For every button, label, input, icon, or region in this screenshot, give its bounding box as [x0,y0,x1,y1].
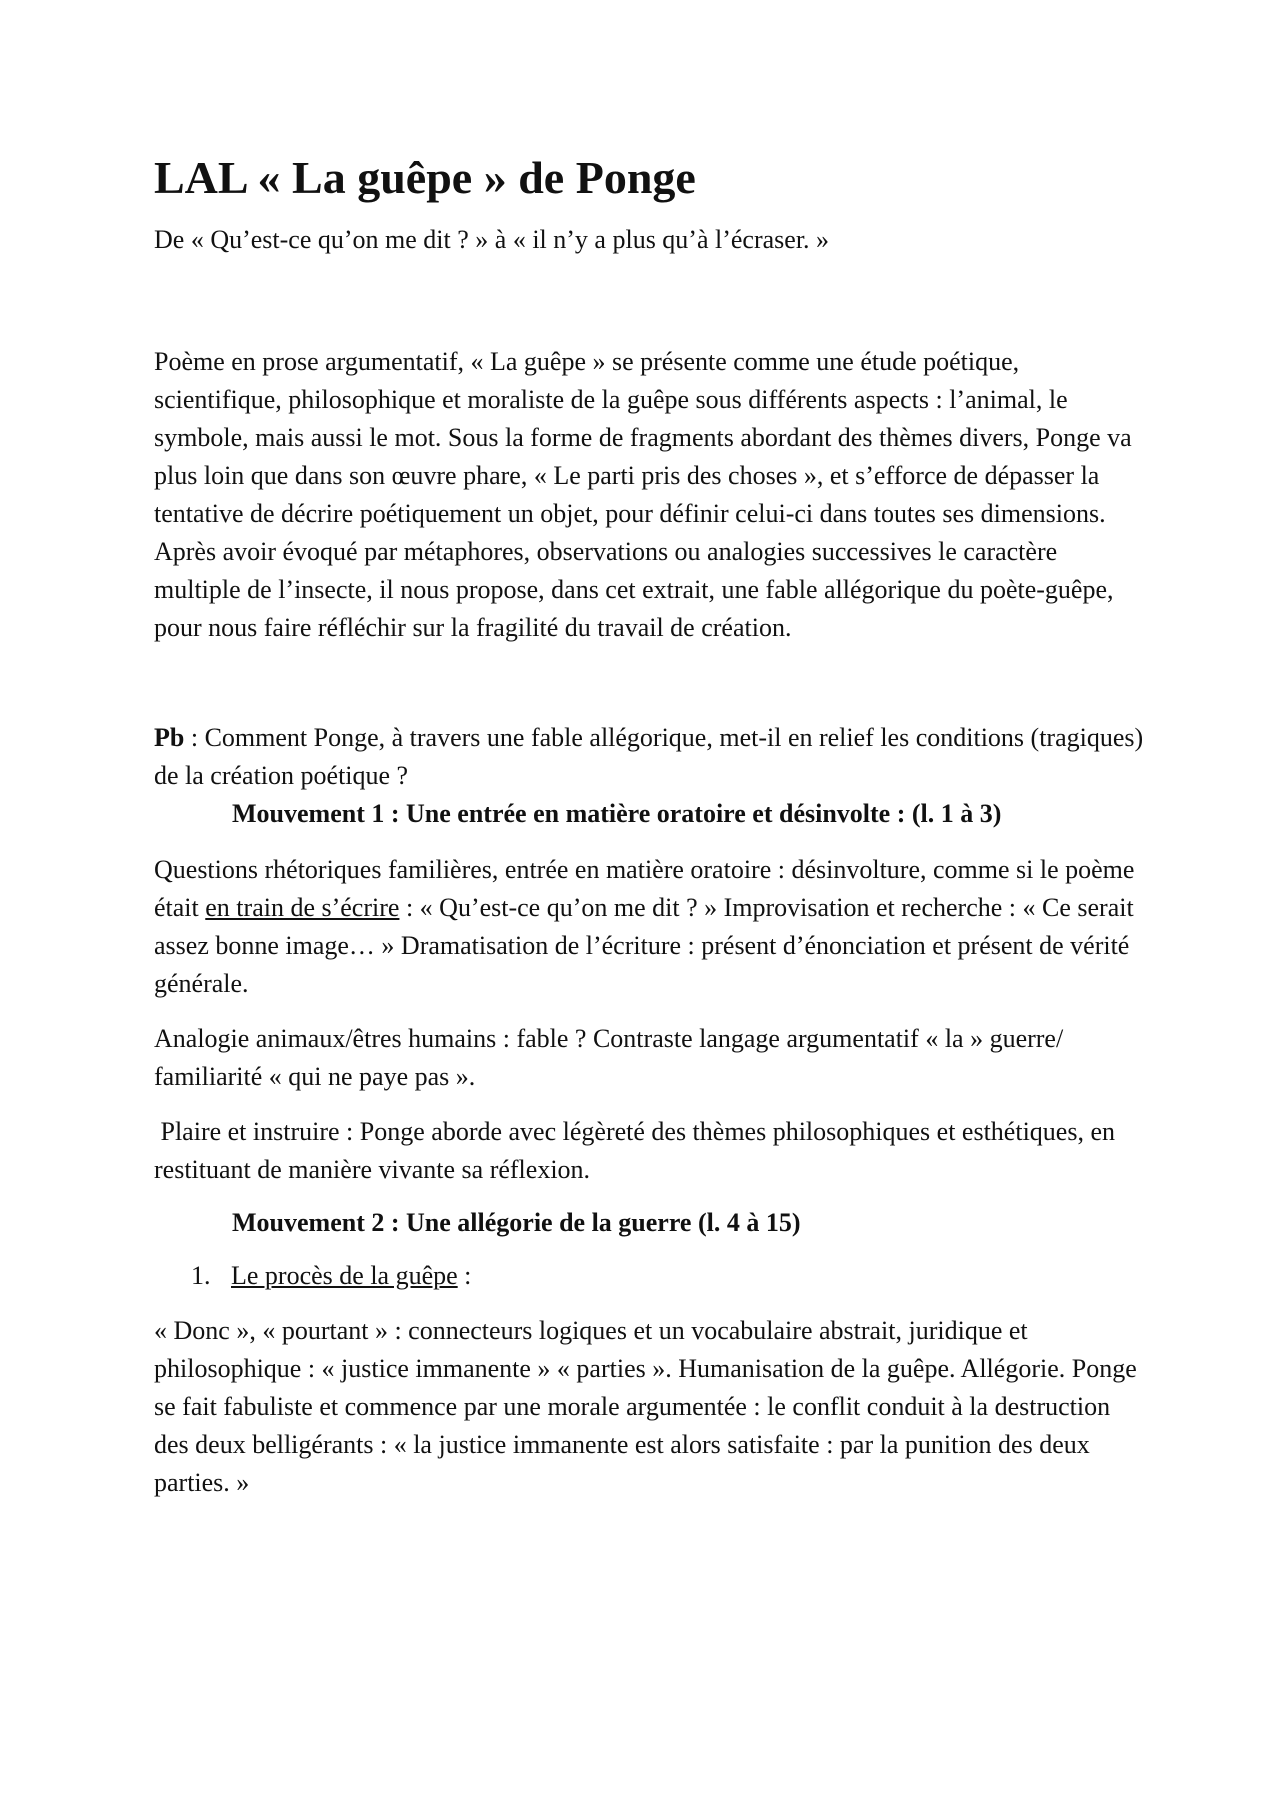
document-subtitle: De « Qu’est-ce qu’on me dit ? » à « il n’y a plus qu’à l’écraser. » [154,225,830,255]
movement2-heading: Mouvement 2 : Une allégorie de la guerre (l. 4 à 15) [232,1207,801,1237]
problem-text: : Comment Ponge, à travers une fable allégorique, met-il en relief les conditions (tragiques) de la création poétique ? [154,722,1144,790]
movement1-p1-before: Questions rhétoriques familières, entrée en matière oratoire : désinvolture, comme si le poème était [154,854,1135,922]
movement1-paragraph-1 [154,851,1144,1003]
list-item-suffix: : [457,1260,472,1290]
movement1-paragraph-3: Plaire et instruire : Ponge aborde avec légèreté des thèmes philosophiques et esthétiques, en restituant de manière vivante sa réflexion. [154,1116,1122,1184]
list-number: 1. [191,1260,211,1290]
movement1-p1-underlined: en train de s’écrire [205,892,400,922]
problem-statement [154,719,1144,795]
list-item-text [231,1257,471,1295]
movement1-p1-after: : « Qu’est-ce qu’on me dit ? » Improvisation et recherche : « Ce serait assez bonne image… » Dramatisation de l’écriture : présent d’énonciation et présent de vérité générale. [154,892,1134,998]
document-page [154,150,1144,1502]
problem-label: Pb [154,722,185,752]
movement1-heading: Mouvement 1 : Une entrée en matière oratoire et désinvolte : (l. 1 à 3) [232,798,1002,828]
movement2-paragraph-1: « Donc », « pourtant » : connecteurs logiques et un vocabulaire abstrait, juridique et philosophique : « justice immanente » « parties ». Humanisation de la guêpe. Allégorie. Ponge se fait fabuliste et commence par une morale argumentée : le conflit conduit à la destruction des deux belligérants : « la justice immanente est alors satisfaite : par la punition des deux parties. » [154,1315,1137,1497]
movement1-paragraph-2: Analogie animaux/êtres humains : fable ? Contraste langage argumentatif « la » guerre/ familiarité « qui ne paye pas ». [154,1023,1064,1091]
intro-paragraph: Poème en prose argumentatif, « La guêpe » se présente comme une étude poétique, scientifique, philosophique et moraliste de la guêpe sous différents aspects : l’animal, le symbole, mais aussi le mot. Sous la forme de fragments abordant des thèmes divers, Ponge va plus loin que dans son œuvre phare, « Le parti pris des choses », et s’efforce de dépasser la tentative de décrire poétiquement un objet, pour définir celui-ci dans toutes ses dimensions. Après avoir évoqué par métaphores, observations ou analogies successives le caractère multiple de l’insecte, il nous propose, dans cet extrait, une fable allégorique du poète-guêpe, pour nous faire réfléchir sur la fragilité du travail de création. [154,346,1132,642]
document-title: LAL « La guêpe » de Ponge [154,152,696,203]
list-item-label: Le procès de la guêpe [231,1260,458,1290]
movement2-list-item [154,1257,1144,1295]
